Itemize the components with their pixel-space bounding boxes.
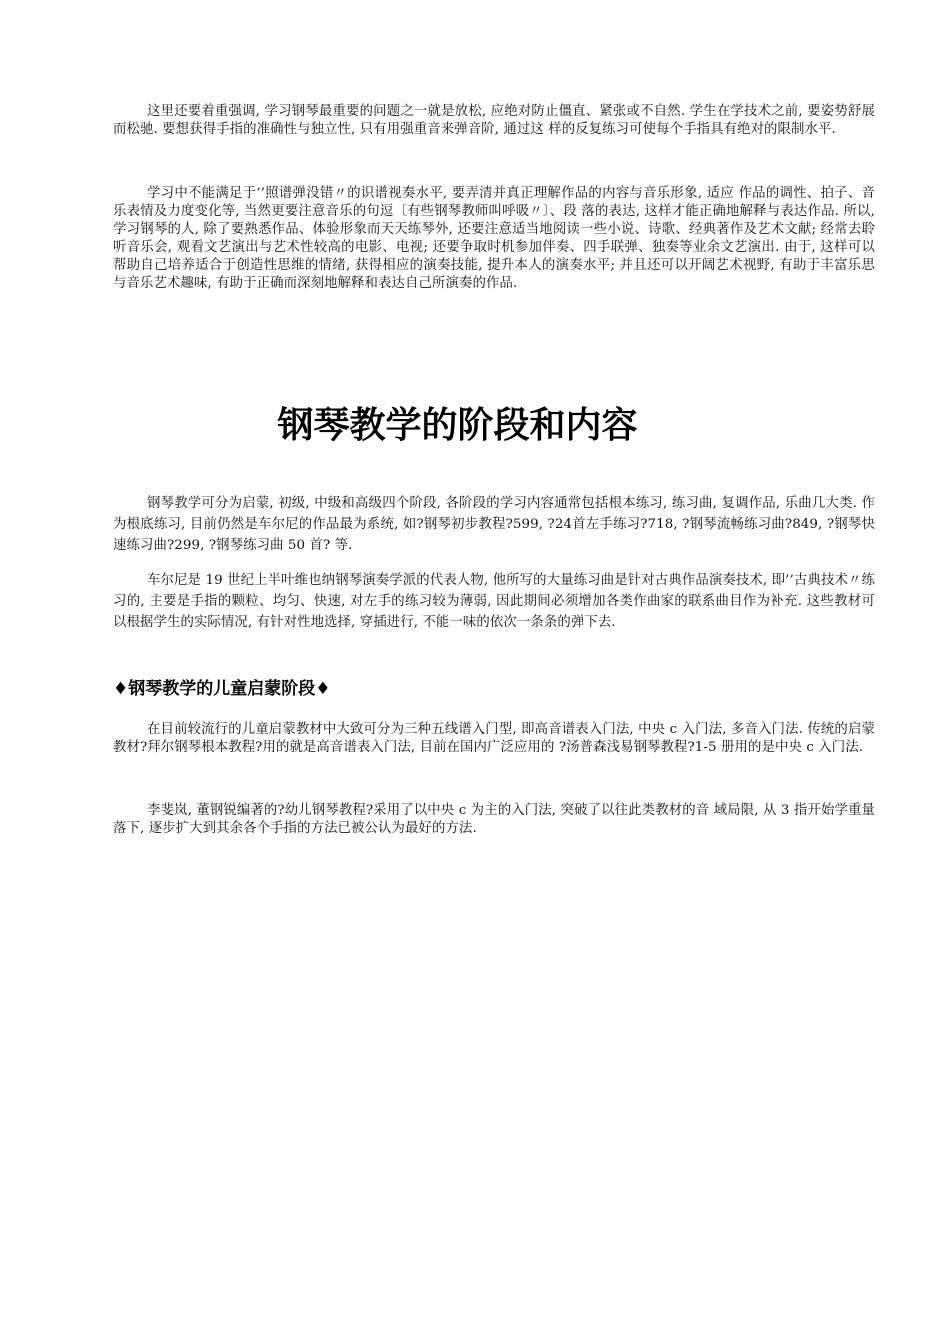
paragraph-understanding-works: 学习中不能满足于’’照谱弹没错〃的识谱视奏水平, 要弄清并真正理解作品的内容与音乐形象, 适应 作品的调性、拍子、音乐表情及力度变化等, 当然更要注意音乐的句逗〔有些钢琴教师叫呼吸〃〕、段 落的表达, 这样才能正确地解释与表达作品. 所以, 学习钢琴的人, 除了要熟悉作品、体验形象而天天练琴外, 还要注意适当地阅读一些小说、诗歌、经典著作及艺术文献; 经常去聆听音乐会, 观看文艺演出与艺术性较高的电影、电视; 还要争取时机参加伴奏、四手联弹、独奏等业余文艺演出. 由于, 这样可以帮助自己培养适合于创造性思维的情绪, 获得相应的演奏技能, 提升本人的演奏水平; 并且还可以开阔艺术视野, 有助于丰富乐思与音乐艺术趣味, 有助于正确而深刻地解释和表达自己所演奏的作品.	[113, 186, 875, 291]
paragraph-teaching-stages: 钢琴教学可分为启蒙, 初级, 中级和高级四个阶段, 各阶段的学习内容通常包括根本练习, 练习曲, 复调作品, 乐曲几大类. 作为根底练习, 目前仍然是车尔尼的作品最为系统, 如?钢琴初步教程?599, ?24首左手练习?718, ?钢琴流畅练习曲?849, ?钢琴快速练习曲?299, ?钢琴练习曲 50 首? 等.	[113, 496, 875, 553]
paragraph-czerny: 车尔尼是 19 世纪上半叶维也纳钢琴演奏学派的代表人物, 他所写的大量练习曲是针对古典作品演奏技术, 即’’古典技术〃练习的, 主要是手指的颗粒、均匀、快速, 对左手的练习较为薄弱, 因此期间必须增加各类作曲家的联系曲目作为补充. 这些教材可以根据学生的实际情况, 有针对性地选择, 穿插进行, 不能一味的依次一条条的弹下去.	[113, 573, 875, 630]
section-title: 钢琴教学的阶段和内容	[277, 405, 638, 446]
paragraph-relaxation: 这里还要着重强调, 学习钢琴最重要的问题之一就是放松, 应绝对防止僵直、紧张或不自然. 学生在学技术之前, 要姿势舒展而松驰. 要想获得手指的准确性与独立性, 只有用强重音来弹音阶, 通过这 样的反复练习可使每个手指具有绝对的限制水平.	[113, 104, 875, 137]
paragraph-beginner-methods: 在目前较流行的儿童启蒙教材中大致可分为三种五线谱入门型, 即高音谱表入门法, 中央 c 入门法, 多音入门法. 传统的启蒙教材?拜尔钢琴根本教程?用的就是高音谱表入门法, 目前在国内广泛应用的 ?汤普森浅易钢琴教程?1-5 册用的是中央 c 入门法.	[113, 722, 875, 755]
subsection-heading: ♦钢琴教学的儿童启蒙阶段♦	[113, 679, 331, 699]
paragraph-children-course: 李斐岚, 董钢锐编著的?幼儿钢琴教程?采用了以中央 c 为主的入门法, 突破了以往此类教材的音 域局限, 从 3 指开始学重量落下, 逐步扩大到其余各个手指的方法已被公认为最好的方法.	[113, 803, 875, 836]
